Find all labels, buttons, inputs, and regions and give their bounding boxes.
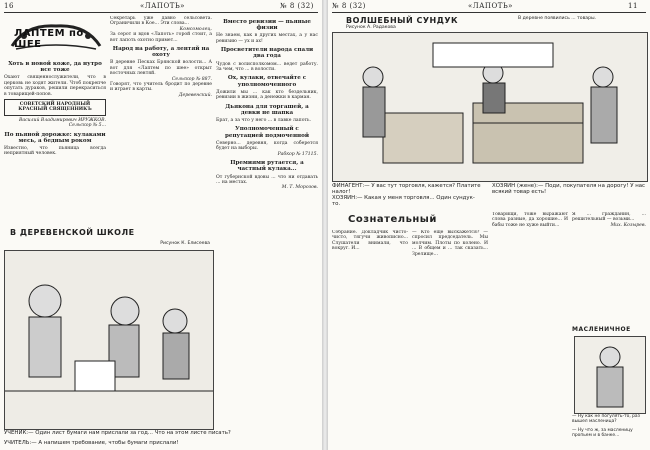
paragraph: Я ... гражданин, ... решительный — возьми... (572, 212, 646, 223)
headline: Хоть в новой коже, да нутро все тоже (8, 61, 102, 74)
headline: Ох, кулаки, отвечайте с уполномоченного (227, 75, 307, 88)
couple-drawing (575, 337, 645, 413)
paragraph: — Кто ещё выскажется? — спросил председатель. Мы молчим. Плоты по колено. И ... В общем и ... так сказать... Зрелище… (412, 230, 488, 257)
left-col-1 (4, 58, 106, 228)
paragraph: Собрание. Докладчик чисто-чисто, тягучи живописно... Слушатели внимали, что вокруг. И... (332, 230, 408, 252)
paragraph: Известно, что пьяница всегда неприятный человек. (4, 146, 106, 157)
paragraph: Брат, а за что у него ... в лавке лапоть. (216, 118, 311, 124)
cartoon-line-1: ФИНАГЕНТ:— У вас тут торговля, кажется? Платите налог! (332, 183, 481, 195)
maslenitsa-title: МАСЛЕНИЧНОЕ (572, 326, 631, 333)
section-title: В ДЕРЕВЕНСКОЙ ШКОЛЕ (10, 228, 135, 237)
article-title: Сознательный (348, 214, 437, 225)
paragraph: Чудов с волисполкомом... ведет работу. За чем, что ... в волости. (216, 61, 318, 73)
school-illustration (4, 250, 214, 430)
headline: Народ на работу, а лентяй на охоту (112, 46, 210, 59)
headline: Просветители народа спали два года (220, 47, 314, 60)
paragraph: Секретарь уже давно сельсовета. Ограничили в Кое... Эти слова... (110, 16, 212, 27)
paragraph: В деревне Песках Брянской волости... А вот для «Лаптем по шее» открыт восточных лентяй. (110, 60, 212, 77)
cartoon-subtitle: В деревне появились ... товары. (518, 16, 597, 21)
issue-number: № 8 (32) (332, 2, 366, 10)
cartoon-line-2: ХОЗЯИН:— Какая у меня торговля... Один сундук-то. (332, 195, 475, 207)
page-number: 16 (4, 2, 14, 10)
signature: М. Т. Морозов. (281, 185, 318, 191)
paragraph: За серот и вдов «Лапоть» горой стоит, а вот лапоть охотно примет... (110, 32, 212, 43)
headline: Премиями рутается, а частный кулака... (230, 160, 304, 173)
paragraph: Охают священнослужители, что в церковь не ходят жители. Чтоб покрепче опутать дураков, решили перекраситься в товарищей-попов. (4, 75, 106, 97)
headline: Дьякона для торгашей, а девки не шапка (225, 103, 309, 116)
trunk-drawing (333, 33, 647, 181)
correspondent: Сельскор № 5... (68, 123, 106, 129)
article-col-2 (412, 230, 488, 445)
article-col-4 (572, 212, 646, 322)
teacher-students-drawing (5, 251, 213, 429)
paragraph: Дожили мы ... как кто бездельник, ревизии в жизни, а денежки в карман. (216, 89, 318, 101)
notice-box (4, 99, 106, 116)
signature: Сельскор № 887. (171, 76, 212, 82)
maslenitsa-caption-2: — Ну что ж, за масленицу пропьем и в банке... (572, 428, 633, 438)
paragraph: Северно... деревня, когда соберется будет на выборы. (216, 140, 318, 152)
issue-number: № 8 (32) (280, 2, 314, 10)
caption-1: УЧЕНИК:— Один лист бумаги нам прислали за год... Что на этом листе писать? (4, 430, 231, 436)
paragraph: Товарищи, тоже выражают слова разные, да хорошие... И бабы тоже не хуже выйти... (492, 212, 568, 228)
headline: Вместо ревизии — пьяные физии (223, 19, 311, 32)
caption-2: УЧИТЕЛЬ:— А напишем требование, чтобы бумаги прислали! (4, 440, 179, 446)
right-page (328, 0, 650, 450)
signature: Василий Владимирович ИРУЖКОВ. (18, 117, 106, 123)
left-page (0, 0, 322, 450)
paragraph: От губернской вдовы ... что ни отдавать ... на местах. (216, 174, 318, 185)
left-col-2 (110, 16, 212, 228)
maslenitsa-caption-1: — Ну как не погулять-то, раз вышел масленица? (572, 414, 640, 424)
magazine-title: «ЛАПОТЬ» (140, 2, 185, 10)
signature: Комсомолец. (179, 26, 212, 32)
artist-credit: Рисунок К. Елисеева (160, 241, 210, 246)
left-col-3 (216, 16, 318, 444)
article-col-3 (492, 212, 568, 445)
signature: Деревенский. (178, 92, 212, 98)
notice-line-2: КРАСНЫЙ СВЯЩЕННИКЪ (18, 107, 92, 113)
magazine-title: «ЛАПОТЬ» (468, 2, 513, 10)
subhead: По пьяной дорожке: кулаками месь, а бедным роком (4, 131, 106, 144)
cartoon-line-3: ХОЗЯИН (жене):— Поди, покупателя на дорогу! У нас всякий товар есть! (492, 183, 646, 195)
logo-title: ЛАПТЕМ по ШЕЕ (14, 28, 84, 50)
signature: Рабкор № 17115. (277, 151, 318, 157)
page-number: 11 (628, 2, 638, 10)
signature: Мих. Козырев. (610, 222, 646, 228)
maslenitsa-illustration (574, 336, 646, 414)
paragraph: Не знаем, как в других местах, а у нас ревизию — ух и ах! (216, 33, 318, 44)
cartoon-illustration (332, 32, 648, 182)
notice-line-1: СОВЕТСКИЙ НАРОДНЫЙ (19, 102, 91, 108)
article-col-1 (332, 230, 408, 445)
paragraph: Говорят, что учитель бродит по деревне и играет в карты. (110, 82, 212, 93)
cartoon-artist: Рисунок А. Радакова (346, 25, 396, 30)
headline: Уполномоченный с репутацией подмоченной (224, 126, 310, 139)
cartoon-title: ВОЛШЕБНЫЙ СУНДУК (346, 16, 459, 25)
